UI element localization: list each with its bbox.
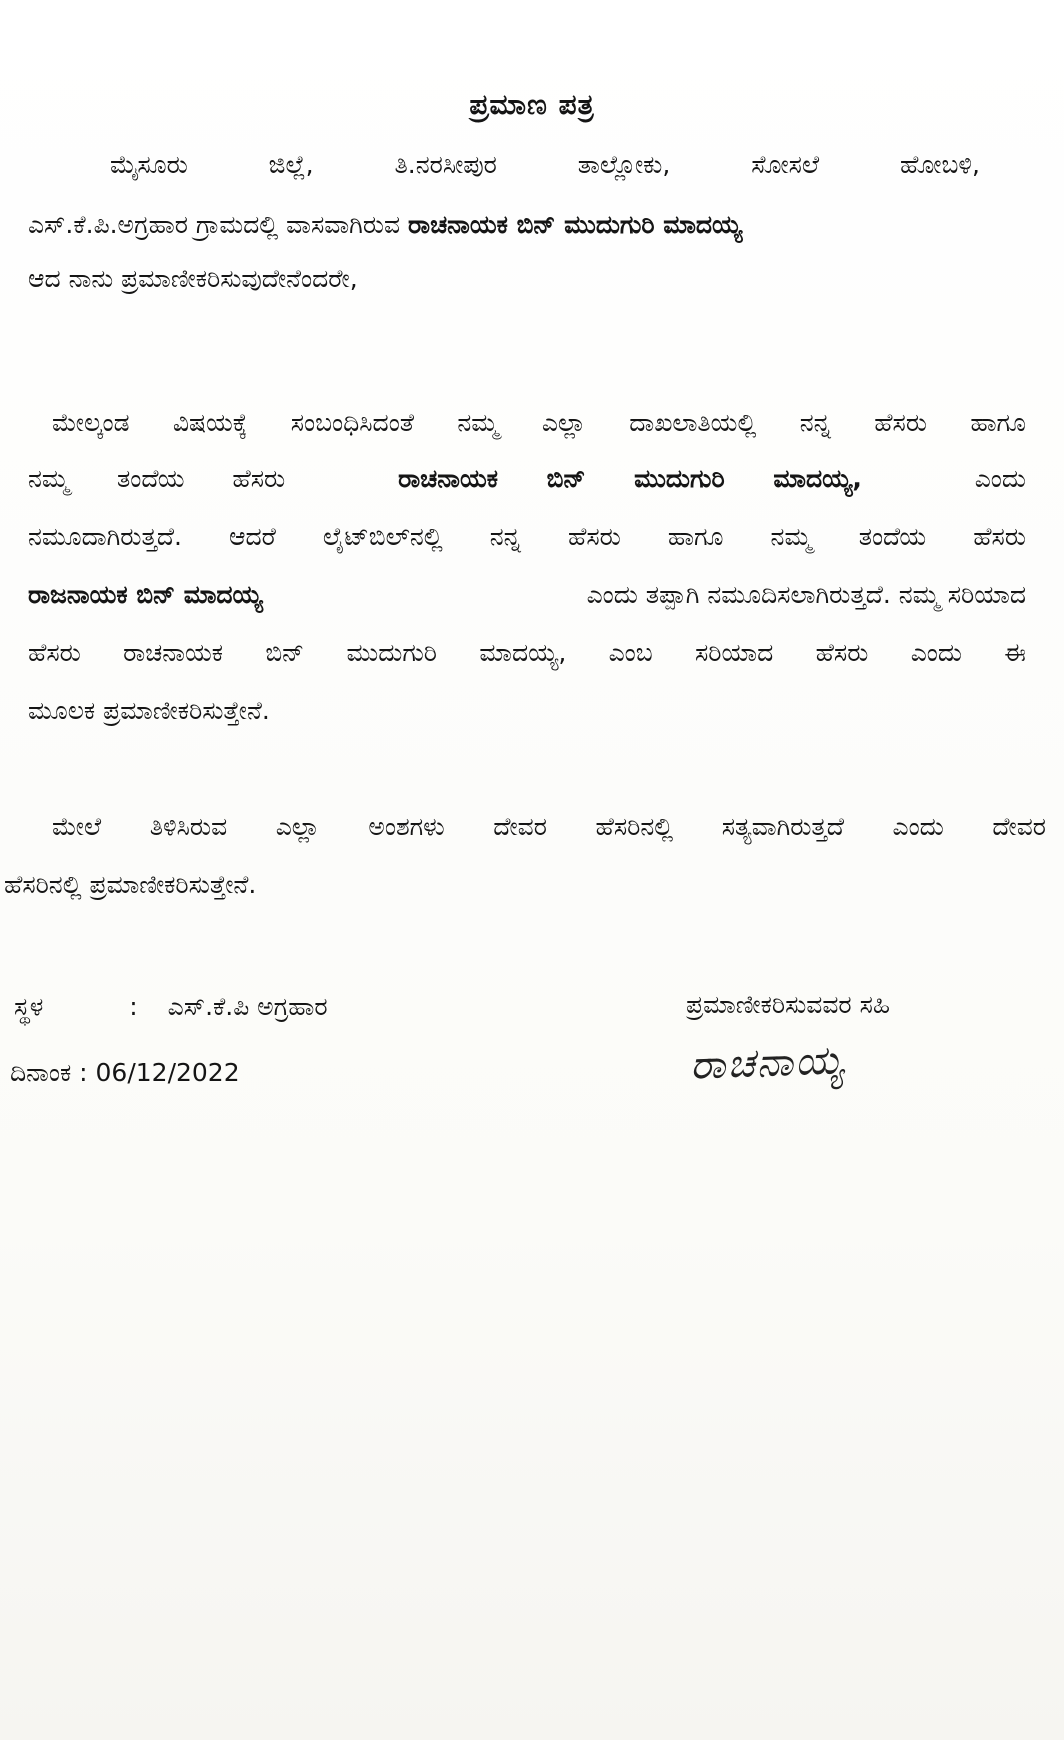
para2-line-1: ಮೇಲೆ ತಿಳಿಸಿರುವ ಎಲ್ಲಾ ಅಂಶಗಳು ದೇವರ ಹೆಸರಿನಲ್ಲಿ ಸತ್ಯವಾಗಿರುತ್ತದೆ ಎಂದು ದೇವರ — [52, 812, 1046, 841]
signer-label: ಪ್ರಮಾಣೀಕರಿಸುವವರ ಸಹಿ — [686, 990, 891, 1019]
date-value: 06/12/2022 — [95, 1058, 240, 1087]
para1-line-3: ನಮೂದಾಗಿರುತ್ತದೆ. ಆದರೆ ಲೈಟ್‌ಬಿಲ್‌ನಲ್ಲಿ ನನ್ನ ಹೆಸರು ಹಾಗೂ ನಮ್ಮ ತಂದೆಯ ಹೆಸರು — [28, 522, 1026, 551]
intro-word: ಮೈಸೂರು — [110, 150, 188, 179]
para1-line-2-text: ನಮ್ಮ ತಂದೆಯ ಹೆಸರು — [28, 464, 286, 493]
intro-line-2-text: ಎಸ್.ಕೆ.ಪಿ.ಅಗ್ರಹಾರ ಗ್ರಾಮದಲ್ಲಿ ವಾಸವಾಗಿರುವ — [28, 210, 401, 239]
place-separator: : — [129, 992, 138, 1021]
para1-line-2-end: ಎಂದು — [974, 464, 1026, 493]
date-label: ದಿನಾಂಕ : — [10, 1058, 88, 1087]
intro-line-2 — [28, 208, 742, 242]
date-row — [10, 1056, 240, 1090]
intro-word: ತಾಲ್ಲೋಕು, — [577, 150, 671, 179]
place-value: ಎಸ್.ಕೆ.ಪಿ ಅಗ್ರಹಾರ — [167, 992, 328, 1021]
document-title: ಪ್ರಮಾಣ ಪತ್ರ — [469, 88, 595, 121]
para1-line-6: ಮೂಲಕ ಪ್ರಮಾಣೀಕರಿಸುತ್ತೇನೆ. — [28, 696, 270, 725]
correct-name: ರಾಚನಾಯಕ ಬಿನ್ ಮುದುಗುರಿ ಮಾದಯ್ಯ — [408, 210, 743, 239]
para1-line-5: ಹೆಸರು ರಾಚನಾಯಕ ಬಿನ್ ಮುದುಗುರಿ ಮಾದಯ್ಯ, ಎಂಬ ಸರಿಯಾದ ಹೆಸರು ಎಂದು ಈ — [28, 638, 1026, 667]
intro-word: ತಿ.ನರಸೀಪುರ — [394, 150, 497, 179]
intro-word: ಜಿಲ್ಲೆ, — [268, 150, 314, 179]
para1-line-4-text: ಎಂದು ತಪ್ಪಾಗಿ ನಮೂದಿಸಲಾಗಿರುತ್ತದೆ. ನಮ್ಮ ಸರಿಯಾದ — [586, 580, 1026, 609]
intro-word: ಹೋಬಳಿ, — [900, 150, 980, 179]
intro-line-1 — [110, 148, 980, 182]
correct-name: ರಾಚನಾಯಕ ಬಿನ್ ಮುದುಗುರಿ ಮಾದಯ್ಯ, — [398, 464, 862, 493]
para2-line-2: ಹೆಸರಿನಲ್ಲಿ ಪ್ರಮಾಣೀಕರಿಸುತ್ತೇನೆ. — [4, 870, 257, 899]
wrong-name: ರಾಜನಾಯಕ ಬಿನ್ ಮಾದಯ್ಯ — [28, 580, 263, 609]
place-label: ಸ್ಥಳ — [14, 992, 44, 1021]
para1-line-1: ಮೇಲ್ಕಂಡ ವಿಷಯಕ್ಕೆ ಸಂಬಂಧಿಸಿದಂತೆ ನಮ್ಮ ಎಲ್ಲಾ ದಾಖಲಾತಿಯಲ್ಲಿ ನನ್ನ ಹೆಸರು ಹಾಗೂ — [52, 408, 1026, 437]
intro-line-3: ಆದ ನಾನು ಪ್ರಮಾಣೀಕರಿಸುವುದೇನೆಂದರೇ, — [28, 264, 358, 293]
intro-word: ಸೋಸಲೆ — [751, 150, 820, 179]
place-row — [14, 990, 328, 1024]
signature: ರಾಚನಾಯ್ಯ — [689, 1037, 847, 1089]
para1-line-4 — [28, 578, 1026, 612]
para1-line-2 — [28, 462, 1026, 496]
